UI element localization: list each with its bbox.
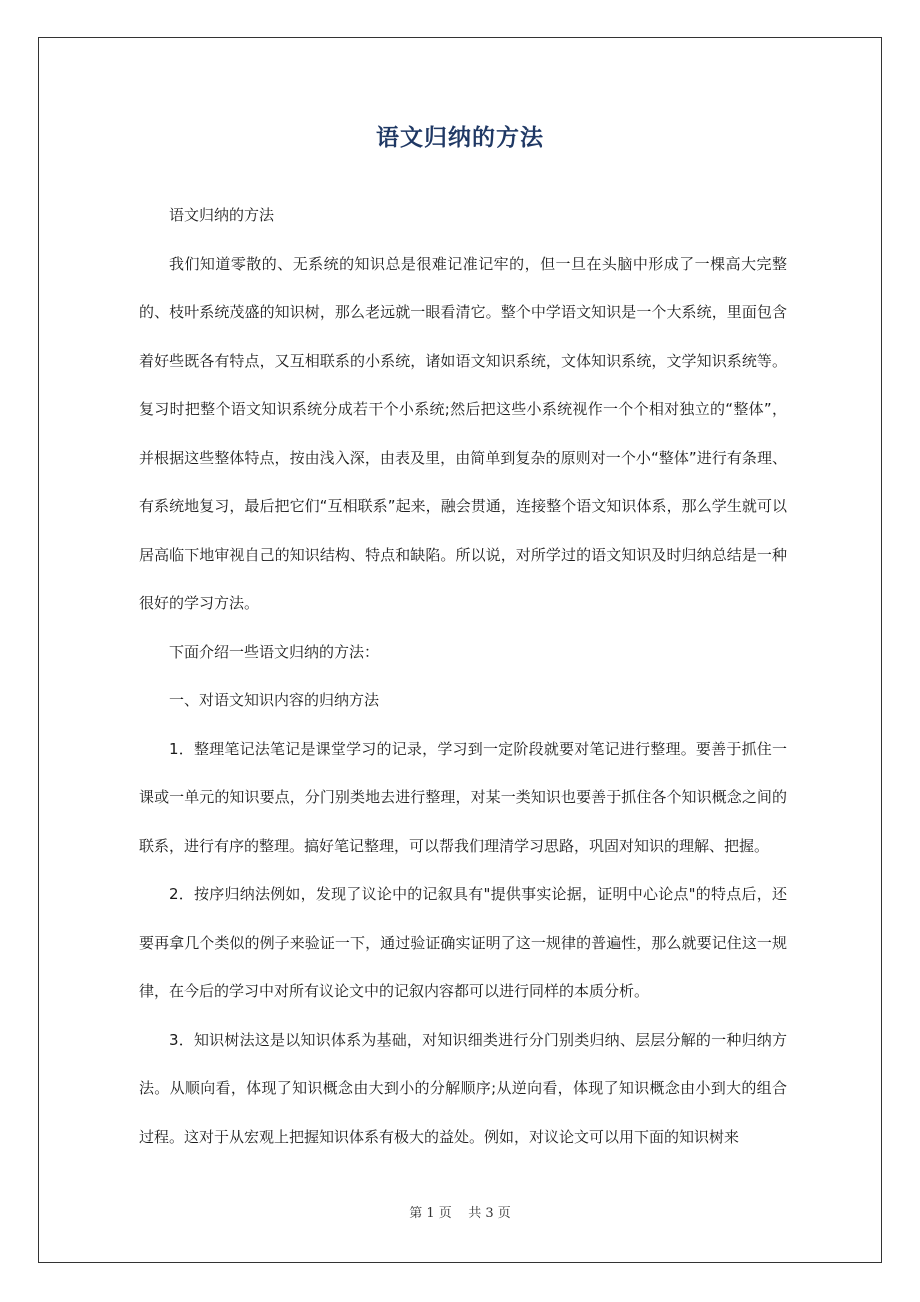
- paragraph-methods-intro: 下面介绍一些语文归纳的方法：: [169, 642, 380, 661]
- page-number: 第 1 页: [409, 1206, 452, 1221]
- page-total: 共 3 页: [468, 1206, 511, 1221]
- section-heading-1: 一、对语文知识内容的归纳方法: [169, 691, 380, 709]
- document-body: [139, 191, 787, 1161]
- page-footer: [0, 1204, 920, 1224]
- paragraph-method-1: 1．整理笔记法笔记是课堂学习的记录，学习到一定阶段就要对笔记进行整理。要善于抓住一课或一单元的知识要点，分门别类地去进行整理，对某一类知识也要善于抓住各个知识概念之间的联系，进行有序的整理。搞好笔记整理，可以帮我们理清学习思路，巩固对知识的理解、把握。: [139, 739, 787, 855]
- paragraph-method-3: 3．知识树法这是以知识体系为基础，对知识细类进行分门别类归纳、层层分解的一种归纳方法。从顺向看，体现了知识概念由大到小的分解顺序;从逆向看，体现了知识概念由小到大的组合过程。这对于从宏观上把握知识体系有极大的益处。例如，对议论文可以用下面的知识树来: [139, 1030, 787, 1146]
- paragraph-subtitle: 语文归纳的方法: [169, 206, 275, 224]
- document-title: 语文归纳的方法: [376, 125, 544, 151]
- paragraph-method-2: 2．按序归纳法例如，发现了议论中的记叙具有"提供事实论据，证明中心论点"的特点后，还要再拿几个类似的例子来验证一下，通过验证确实证明了这一规律的普遍性，那么就要记住这一规律，在今后的学习中对所有议论文中的记叙内容都可以进行同样的本质分析。: [139, 885, 787, 1000]
- paragraph-intro: 我们知道零散的、无系统的知识总是很难记准记牢的，但一旦在头脑中形成了一棵高大完整的、枝叶系统茂盛的知识树，那么老远就一眼看清它。整个中学语文知识是一个大系统，里面包含着好些既各有特点，又互相联系的小系统，诸如语文知识系统，文体知识系统，文学知识系统等。复习时把整个语文知识系统分成若干个小系统;然后把这些小系统视作一个个相对独立的“整体”，并根据这些整体特点，按由浅入深，由表及里，由简单到复杂的原则对一个小“整体”进行有条理、有系统地复习，最后把它们“互相联系”起来，融会贯通，连接整个语文知识体系，那么学生就可以居高临下地审视自己的知识结构、特点和缺陷。所以说，对所学过的语文知识及时归纳总结是一种很好的学习方法。: [139, 254, 787, 612]
